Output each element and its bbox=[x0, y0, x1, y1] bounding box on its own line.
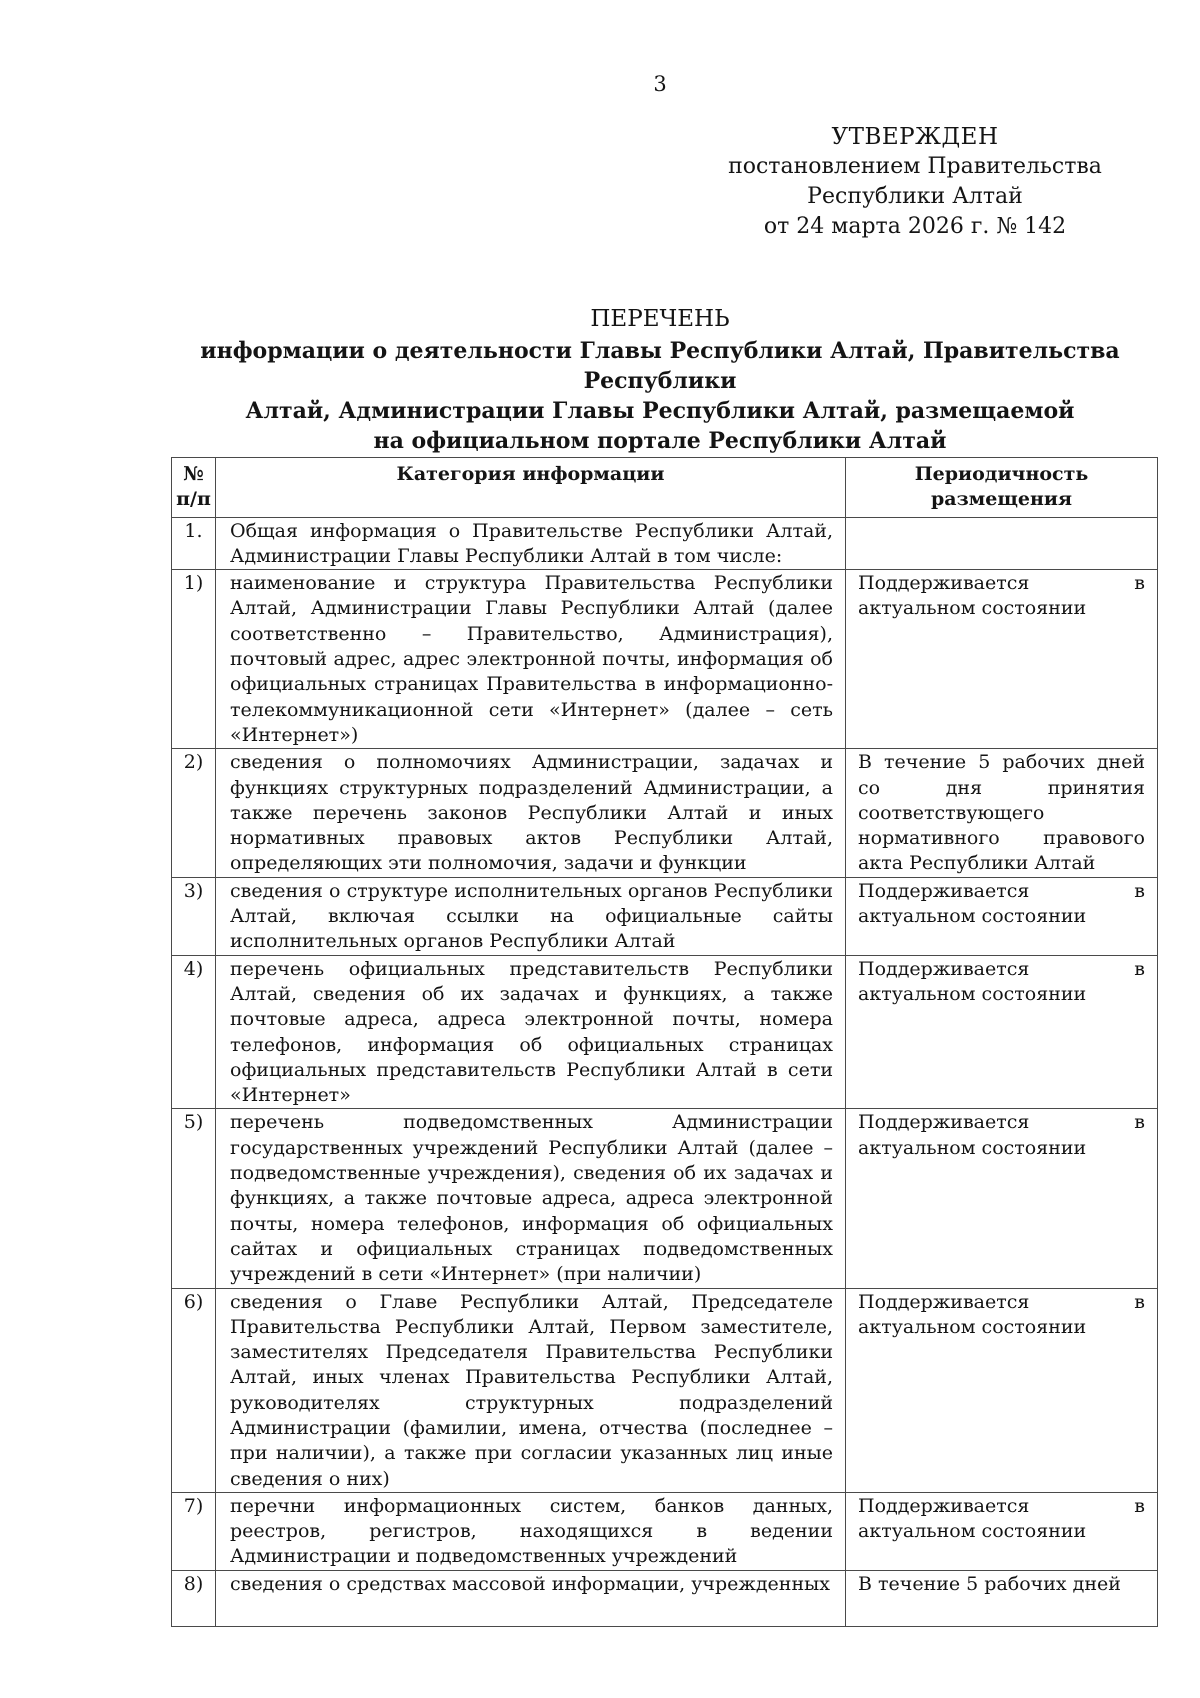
row-category: сведения о полномочиях Администрации, задачах и функциях структурных подразделений Администрации, а также перечень законов Республики Алтай и иных нормативных правовых актов Республики Алтай, определяющих эти полномочия, задачи и функции bbox=[216, 749, 846, 877]
row-category: перечни информационных систем, банков данных, реестров, регистров, находящихся в ведении Администрации и подведомственных учреждений bbox=[216, 1492, 846, 1570]
row-periodicity: В течение 5 рабочих дней со дня принятия соответствующего нормативного правового акта Республики Алтай bbox=[846, 749, 1158, 877]
row-number: 7) bbox=[172, 1492, 216, 1570]
document-subtitle-line: информации о деятельности Главы Республики Алтай, Правительства Республики bbox=[200, 338, 1120, 394]
table-row bbox=[172, 877, 1158, 955]
row-periodicity: Поддерживается в актуальном состоянии bbox=[846, 1492, 1158, 1570]
table-row bbox=[172, 955, 1158, 1109]
row-number: 1. bbox=[172, 517, 216, 570]
row-periodicity: В течение 5 рабочих дней bbox=[846, 1570, 1158, 1626]
row-number: 3) bbox=[172, 877, 216, 955]
table-row bbox=[172, 570, 1158, 749]
row-category: сведения о средствах массовой информации, учрежденных bbox=[216, 1570, 846, 1626]
row-category: перечень официальных представительств Республики Алтай, сведения об их задачах и функциях, а также почтовые адреса, адреса электронной почты, номера телефонов, информация об официальных страницах официальных представительств Республики Алтай в сети «Интернет» bbox=[216, 955, 846, 1109]
row-category: сведения о Главе Республики Алтай, Председателе Правительства Республики Алтай, Первом заместителе, заместителях Председателя Правительства Республики Алтай, иных членах Правительства Республики Алтай, руководителях структурных подразделений Администрации (фамилии, имена, отчества (последнее – при наличии), а также при согласии указанных лиц иные сведения о них) bbox=[216, 1288, 846, 1492]
row-periodicity: Поддерживается в актуальном состоянии bbox=[846, 1109, 1158, 1288]
table-row bbox=[172, 517, 1158, 570]
row-number: 6) bbox=[172, 1288, 216, 1492]
table-header-row bbox=[172, 458, 1158, 518]
header-periodicity: Периодичность размещения bbox=[846, 458, 1158, 518]
approval-line: постановлением Правительства bbox=[728, 154, 1102, 179]
row-category: сведения о структуре исполнительных органов Республики Алтай, включая ссылки на официальные сайты исполнительных органов Республики Алтай bbox=[216, 877, 846, 955]
header-number bbox=[172, 458, 216, 518]
row-number: 8) bbox=[172, 1570, 216, 1626]
document-subtitle-line: на официальном портале Республики Алтай bbox=[373, 428, 947, 454]
approval-stamp bbox=[700, 122, 1130, 242]
row-category: Общая информация о Правительстве Республики Алтай, Администрации Главы Республики Алтай в том числе: bbox=[216, 517, 846, 570]
row-periodicity bbox=[846, 517, 1158, 570]
document-title: ПЕРЕЧЕНЬ bbox=[590, 306, 730, 332]
header-number-line: № bbox=[183, 463, 204, 485]
table-row bbox=[172, 1570, 1158, 1626]
approval-line: от 24 марта 2026 г. № 142 bbox=[763, 214, 1067, 239]
document-heading bbox=[150, 304, 1170, 456]
document-subtitle-line: Алтай, Администрации Главы Республики Алтай, размещаемой bbox=[245, 398, 1075, 424]
approval-line: Республики Алтай bbox=[807, 184, 1023, 209]
row-category: перечень подведомственных Администрации государственных учреждений Республики Алтай (далее – подведомственные учреждения), сведения об их задачах и функциях, а также почтовые адреса, адреса электронной почты, номера телефонов, информация об официальных сайтах и официальных страницах подведомственных учреждений в сети «Интернет» (при наличии) bbox=[216, 1109, 846, 1288]
row-number: 2) bbox=[172, 749, 216, 877]
table-row bbox=[172, 749, 1158, 877]
row-periodicity: Поддерживается в актуальном состоянии bbox=[846, 1288, 1158, 1492]
page-number: 3 bbox=[653, 72, 667, 96]
row-periodicity: Поддерживается в актуальном состоянии bbox=[846, 570, 1158, 749]
row-number: 1) bbox=[172, 570, 216, 749]
table-row bbox=[172, 1288, 1158, 1492]
header-category: Категория информации bbox=[216, 458, 846, 518]
row-periodicity: Поддерживается в актуальном состоянии bbox=[846, 955, 1158, 1109]
information-list-table bbox=[171, 457, 1158, 1627]
row-number: 4) bbox=[172, 955, 216, 1109]
table-row bbox=[172, 1492, 1158, 1570]
row-periodicity: Поддерживается в актуальном состоянии bbox=[846, 877, 1158, 955]
row-category: наименование и структура Правительства Республики Алтай, Администрации Главы Республики Алтай (далее соответственно – Правительство, Администрация), почтовый адрес, адрес электронной почты, информация об официальных страницах Правительства в информационно-телекоммуникационной сети «Интернет» (далее – сеть «Интернет») bbox=[216, 570, 846, 749]
row-number: 5) bbox=[172, 1109, 216, 1288]
table-row bbox=[172, 1109, 1158, 1288]
header-number-line: п/п bbox=[176, 488, 211, 511]
approval-title: УТВЕРЖДЕН bbox=[831, 124, 999, 150]
